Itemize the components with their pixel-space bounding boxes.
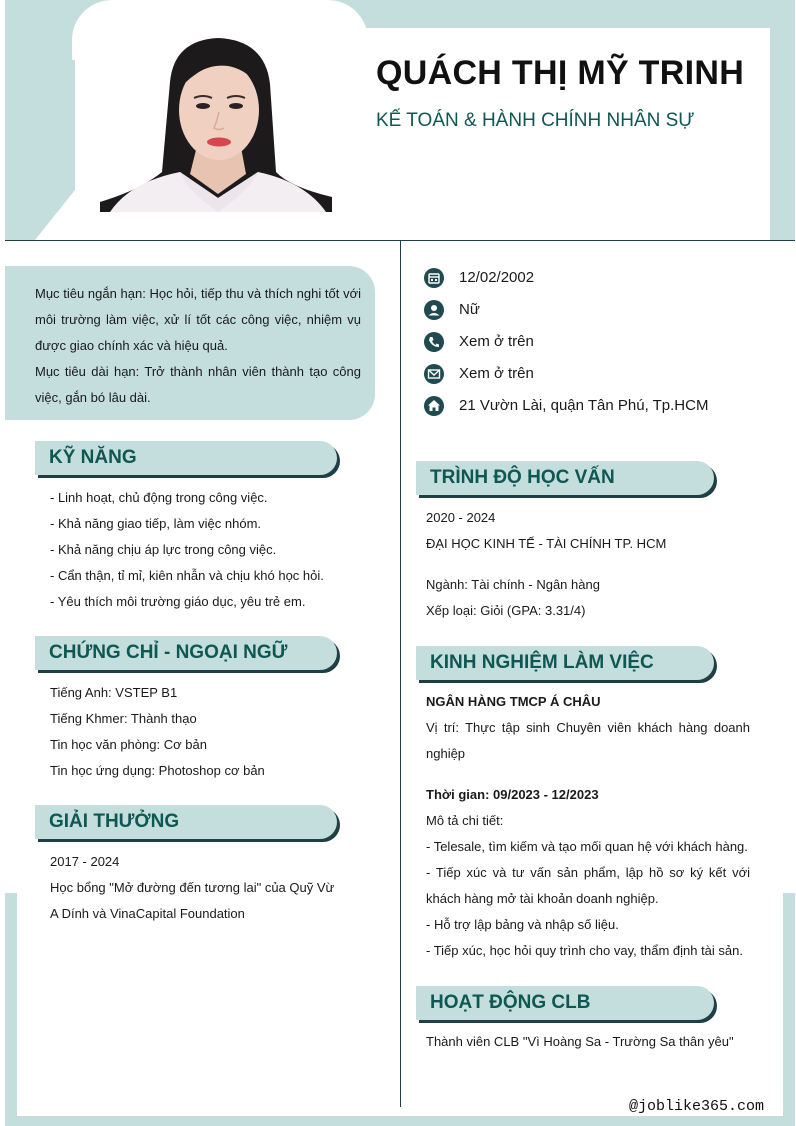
education-title: TRÌNH ĐỘ HỌC VẤN (430, 467, 615, 488)
list-item: Tiếng Anh: VSTEP B1 (50, 685, 178, 700)
certificates-list (50, 680, 265, 784)
objective-text (35, 281, 361, 411)
experience-position: Vị trí: Thực tập sinh Chuyên viên khách hàng doanh nghiệp (426, 720, 750, 761)
experience-details-label: Mô tả chi tiết: (426, 813, 504, 828)
awards-title: GIẢI THƯỞNG (49, 811, 180, 832)
list-item: - Khả năng chịu áp lực trong công việc. (50, 542, 277, 557)
watermark: @joblike365.com (628, 1098, 764, 1115)
education-period: 2020 - 2024 (426, 510, 496, 525)
profile-photo (100, 22, 334, 212)
experience-section-header (416, 646, 714, 680)
phone-value[interactable]: Xem ở trên (459, 333, 534, 350)
skills-section-header (35, 441, 337, 475)
spacer (426, 557, 666, 572)
user-icon (424, 300, 444, 320)
list-item: Tiếng Khmer: Thành thạo (50, 711, 197, 726)
home-icon (424, 396, 444, 416)
club-text: Thành viên CLB "Vì Hoàng Sa - Trường Sa thân yêu" (426, 1034, 734, 1049)
list-item: Tin học văn phòng: Cơ bản (50, 737, 207, 752)
list-item: - Cẩn thận, tỉ mỉ, kiên nhẫn và chịu khó học hỏi. (50, 568, 324, 583)
long-term-objective: Mục tiêu dài hạn: Trở thành nhân viên thành tạo công việc, gắn bó lâu dài. (35, 364, 361, 405)
email-value[interactable]: Xem ở trên (459, 365, 534, 382)
list-item: - Telesale, tìm kiếm và tạo mối quan hệ với khách hàng. (426, 839, 748, 854)
experience-time: Thời gian: 09/2023 - 12/2023 (426, 787, 599, 802)
list-item: - Tiếp xúc, học hỏi quy trình cho vay, thẩm định tài sản. (426, 943, 743, 958)
awards-period: 2017 - 2024 (50, 854, 120, 869)
awards-text: Học bổng "Mở đường đến tương lai" của Quỹ Vừ A Dính và VinaCapital Foundation (50, 880, 335, 921)
address-value: 21 Vườn Lài, quận Tân Phú, Tp.HCM (459, 397, 709, 414)
gender-value: Nữ (459, 301, 480, 318)
skills-list (50, 485, 324, 615)
skills-title: KỸ NĂNG (49, 447, 137, 468)
club-title: HOẠT ĐỘNG CLB (430, 992, 591, 1013)
job-title: KẾ TOÁN & HÀNH CHÍNH NHÂN SỰ (376, 110, 695, 131)
certificates-section-header (35, 636, 337, 670)
experience-company: NGÂN HÀNG TMCP Á CHÂU (426, 694, 601, 709)
calendar-icon (424, 268, 444, 288)
frame-left (5, 893, 17, 1126)
experience-title: KINH NGHIỆM LÀM VIỆC (430, 652, 654, 673)
list-item: - Hỗ trợ lập bảng và nhập số liệu. (426, 917, 619, 932)
frame-bottom (5, 1116, 795, 1126)
birthday-value: 12/02/2002 (459, 269, 535, 286)
column-divider (400, 241, 401, 1107)
list-item: - Yêu thích môi trường giáo dục, yêu trẻ em. (50, 594, 306, 609)
club-section-header (416, 986, 714, 1020)
list-item: - Linh hoạt, chủ động trong công việc. (50, 490, 268, 505)
frame-right (783, 893, 795, 1126)
awards-section-header (35, 805, 337, 839)
education-section-header (416, 461, 714, 495)
list-item: - Khả năng giao tiếp, làm việc nhóm. (50, 516, 262, 531)
list-item: - Tiếp xúc và tư vấn sản phẩm, lập hồ sơ ký kết với khách hàng mở tài khoản doanh nghiệp. (426, 865, 750, 906)
list-item: Tin học ứng dụng: Photoshop cơ bản (50, 763, 265, 778)
candidate-name: QUÁCH THỊ MỸ TRINH (376, 54, 745, 92)
short-term-objective: Mục tiêu ngắn hạn: Học hỏi, tiếp thu và thích nghi tốt với môi trường làm việc, xử lí tốt các công việc, nhiệm vụ được giao chính xác và hiệu quả. (35, 286, 361, 353)
phone-icon (424, 332, 444, 352)
education-major: Ngành: Tài chính - Ngân hàng (426, 577, 600, 592)
education-details (426, 505, 666, 624)
mail-icon (424, 364, 444, 384)
education-grade: Xếp loại: Giỏi (GPA: 3.31/4) (426, 603, 586, 618)
spacer (426, 767, 750, 782)
experience-details (426, 689, 750, 964)
education-school: ĐẠI HỌC KINH TẾ - TÀI CHÍNH TP. HCM (426, 536, 667, 551)
certificates-title: CHỨNG CHỈ - NGOẠI NGỮ (49, 642, 288, 663)
